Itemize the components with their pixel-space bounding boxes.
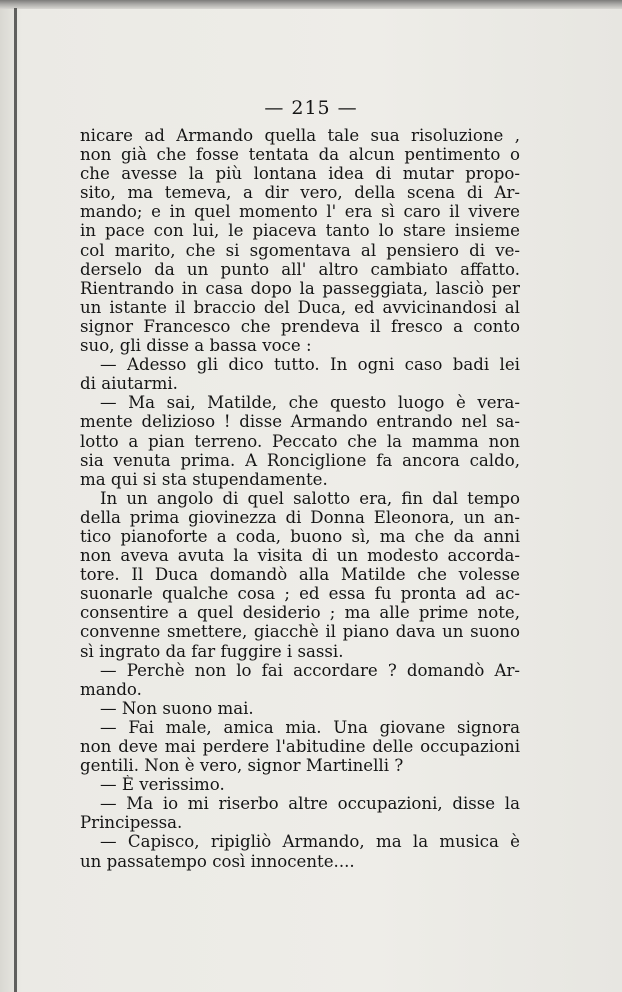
text-line: tico pianoforte a coda, buono sì, ma che da anni	[80, 526, 520, 546]
text-line: Rientrando in casa dopo la passeggiata, lasciò per	[80, 278, 520, 298]
text-line: non aveva avuta la visita di un modesto accorda-	[80, 546, 520, 566]
body-text	[80, 126, 520, 871]
text-line: — Perchè non lo fai accordare ? domandò Ar-	[100, 660, 520, 680]
text-line: signor Francesco che prendeva il fresco a conto	[80, 316, 520, 336]
text-line: un passatempo così innocente....	[80, 851, 355, 871]
text-line: tore. Il Duca domandò alla Matilde che volesse	[80, 565, 520, 585]
text-line: mando.	[80, 679, 142, 699]
text-line: sito, ma temeva, a dir vero, della scena di Ar-	[80, 183, 520, 203]
text-line: di aiutarmi.	[80, 374, 178, 394]
text-line: mente delizioso ! disse Armando entrando nel sa-	[80, 412, 520, 432]
page-number: — 215 —	[264, 97, 358, 119]
text-line: derselo da un punto all' altro cambiato affatto.	[80, 259, 520, 279]
text-line: sia venuta prima. A Ronciglione fa ancora caldo,	[80, 450, 520, 470]
book-spine-shadow	[14, 8, 17, 992]
text-line: non deve mai perdere l'abitudine delle occupazioni	[80, 737, 520, 756]
text-line: ma qui si sta stupendamente.	[80, 469, 328, 489]
text-line: — Fai male, amica mia. Una giovane signora	[100, 717, 520, 737]
text-line: della prima giovinezza di Donna Eleonora, un an-	[80, 507, 520, 527]
text-line: — Ma sai, Matilde, che questo luogo è vera-	[100, 393, 520, 413]
text-line: — È verissimo.	[100, 775, 225, 795]
text-line: In un angolo di quel salotto era, fin dal tempo	[100, 488, 520, 508]
text-line: non già che fosse tentata da alcun pentimento o	[80, 145, 520, 165]
text-line: suo, gli disse a bassa voce :	[80, 336, 312, 356]
text-line: nicare ad Armando quella tale sua risoluzione ,	[80, 126, 520, 145]
text-line: un istante il braccio del Duca, ed avvicinandosi al	[80, 297, 520, 317]
text-line: in pace con lui, le piaceva tanto lo stare insieme	[80, 221, 520, 241]
text-line: — Adesso gli dico tutto. In ogni caso badi lei	[100, 355, 520, 375]
text-line: lotto a pian terreno. Peccato che la mamma non	[80, 431, 520, 451]
text-line: — Non suono mai.	[100, 698, 254, 718]
text-line: — Ma io mi riserbo altre occupazioni, disse la	[100, 794, 520, 814]
text-line: col marito, che si sgomentava al pensiero di ve-	[80, 240, 520, 260]
text-line: Principessa.	[80, 813, 183, 833]
text-line: consentire a quel desiderio ; ma alle prime note,	[80, 603, 520, 623]
text-line: — Capisco, ripigliò Armando, ma la musica è	[100, 832, 520, 852]
text-line: convenne smettere, giacchè il piano dava un suono	[80, 622, 520, 642]
text-line: che avesse la più lontana idea di mutar propo-	[80, 164, 520, 184]
text-line: mando; e in quel momento l' era sì caro il vivere	[80, 202, 520, 222]
page-top-edge	[0, 0, 622, 9]
text-line: sì ingrato da far fuggire i sassi.	[80, 641, 344, 661]
text-line: suonarle qualche cosa ; ed essa fu pronta ad ac-	[80, 584, 520, 604]
text-line: gentili. Non è vero, signor Martinelli ?	[80, 756, 404, 776]
